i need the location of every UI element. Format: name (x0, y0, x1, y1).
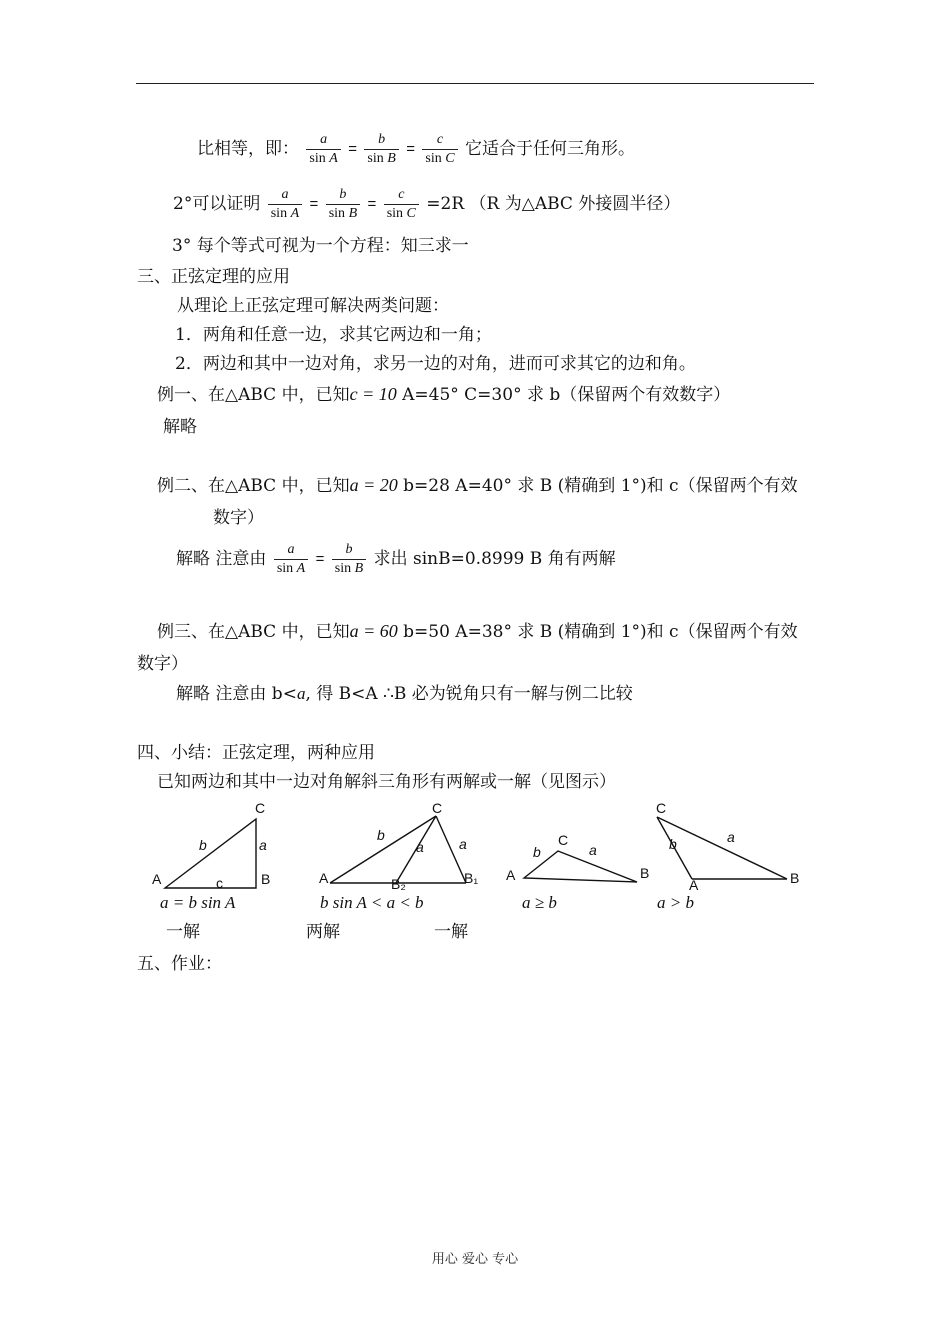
page-footer: 用心 爱心 专心 (431, 1252, 519, 1267)
fraction-a-sinA: $\frac{a}{\text{sin A}}$ (306, 132, 340, 167)
example3-given: a = 60 (349, 621, 398, 641)
line-3deg: 3° 每个等式可视为一个方程：知三求一 (172, 236, 469, 256)
fig1-label-A: A (152, 871, 162, 887)
fraction-a-sinA: $\frac{a}{\text{sin A}}$ (268, 187, 302, 222)
example2-solution: 解略 注意由 $\frac{a}{\text{sin A}}$ = $\frac{b}{\text{sin B}}$ 求出 sinB=0.8999 B 角有两解 (176, 542, 616, 576)
section3-item2: 2．两边和其中一边对角，求另一边的对角，进而可求其它的边和角。 (175, 354, 696, 374)
fraction-b-sinB: $\frac{b}{\text{sin B}}$ (326, 187, 360, 222)
triangle-figures (0, 795, 950, 905)
example2-given: a = 20 (349, 475, 398, 495)
example1: 例一、在△ABC 中，已知c = 10 A=45° C=30° 求 b（保留两个有效数字） (157, 384, 731, 405)
fig3-label-C: C (558, 832, 569, 848)
fig2-label-B2: B₂ (391, 876, 406, 892)
section4-text: 已知两边和其中一边对角解斜三角形有两解或一解（见图示） (157, 772, 616, 792)
fig3-result: 一解 (434, 922, 468, 942)
fig3-label-B: B (640, 865, 650, 881)
example2: 例二、在△ABC 中，已知a = 20 b=28 A=40° 求 B (精确到 1°)和 c（保留两个有效 (157, 475, 798, 496)
section3-title: 三、正弦定理的应用 (137, 267, 290, 287)
ratio-suffix: 它适合于任何三角形。 (464, 139, 635, 159)
fig1-condition: a = b sin A (160, 893, 236, 912)
fig2-label-a1: a (459, 836, 467, 852)
fig3-label-A: A (506, 867, 516, 883)
example3-wrap: 数字） (137, 654, 188, 674)
fig2-label-A: A (319, 870, 329, 886)
fraction-c-sinC: $\frac{c}{\text{sin C}}$ (384, 187, 419, 222)
fraction-b-sinB: $\frac{b}{\text{sin B}}$ (364, 132, 398, 167)
fig4-label-b: b (669, 836, 677, 852)
fig1-triangle (165, 819, 256, 888)
line-2deg: 2°可以证明 $\frac{a}{\text{sin A}}$ = $\frac{b}{\text{sin B}}$ = $\frac{c}{\text{sin C}}$ =2R （R 为△ABC 外接圆半径） (173, 187, 681, 221)
fig2-label-b: b (377, 827, 385, 843)
fig4-label-C: C (656, 800, 667, 816)
fig1-label-a: a (259, 837, 267, 853)
fig3-condition: a ≥ b (522, 893, 557, 912)
fig1-label-c: c (216, 875, 223, 891)
fig3-triangle (524, 851, 637, 882)
fig4-condition: a > b (657, 893, 694, 912)
fig2-label-C: C (432, 800, 443, 816)
fig1-label-b: b (199, 837, 207, 853)
example2-wrap: 数字） (213, 508, 264, 528)
example1-solution: 解略 (163, 417, 197, 437)
fraction-b-sinB: $\frac{b}{\text{sin B}}$ (332, 542, 366, 577)
section4-title: 四、小结：正弦定理，两种应用 (137, 743, 375, 763)
fig3-label-a: a (589, 842, 597, 858)
example3-solution: 解略 注意由 b<a, 得 B<A ∴B 必为锐角只有一解与例二比较 (176, 684, 633, 704)
fig2-condition: b sin A < a < b (320, 893, 424, 912)
fig1-label-C: C (255, 800, 266, 816)
section3-intro: 从理论上正弦定理可解决两类问题： (177, 296, 449, 316)
section5-title: 五、作业： (137, 954, 222, 974)
example3: 例三、在△ABC 中，已知a = 60 b=50 A=38° 求 B (精确到 1°)和 c（保留两个有效 (157, 621, 798, 642)
section3-item1: 1．两角和任意一边，求其它两边和一角； (175, 325, 492, 345)
fig4-label-A: A (689, 877, 699, 893)
fig4-label-a: a (727, 829, 735, 845)
ratio-line: 比相等，即： $\frac{a}{\text{sin A}}$ = $\frac{b}{\text{sin B}}$ = $\frac{c}{\text{sin C}}$ 它适合于任何三角形。 (197, 132, 635, 166)
example1-given: c = 10 (349, 384, 397, 404)
fig4-label-B: B (790, 870, 800, 886)
fig2-result: 两解 (306, 922, 340, 942)
header-rule (136, 83, 814, 84)
fraction-a-sinA: $\frac{a}{\text{sin A}}$ (274, 542, 308, 577)
fig3-label-b: b (533, 844, 541, 860)
fig1-label-B: B (261, 871, 271, 887)
ratio-prefix: 比相等，即： (197, 139, 299, 159)
fig2-label-a2: a (416, 839, 424, 855)
fraction-c-sinC: $\frac{c}{\text{sin C}}$ (422, 132, 457, 167)
fig1-result: 一解 (166, 922, 200, 942)
fig2-label-B1: B₁ (464, 870, 479, 886)
